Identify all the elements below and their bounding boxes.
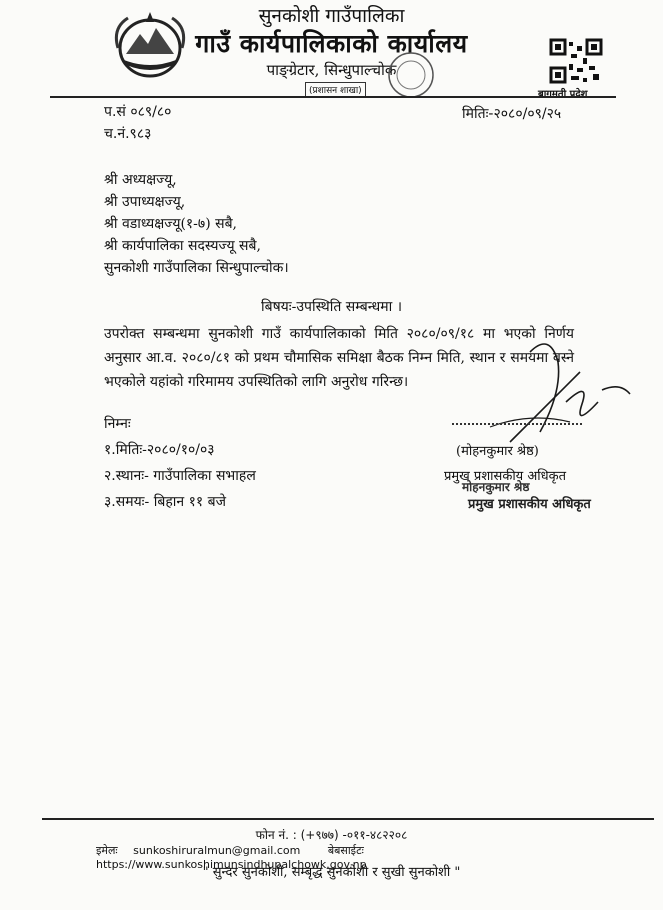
addressee-line: श्री वडाध्यक्षज्यू(१-७) सबै, — [104, 216, 238, 232]
footer-phone: फोन नं. : (+९७७) -०११-४८२२०८ — [255, 828, 408, 842]
letter-subject: बिषयः-उपस्थिति सम्बन्धमा । — [260, 299, 403, 315]
stamp-name: मोहनकुमार श्रेष्ठ — [462, 480, 530, 494]
addressee-line: श्री कार्यपालिका सदस्यज्यू सबै, — [104, 238, 261, 254]
list-item: ३.समयः- बिहान ११ बजे — [104, 494, 226, 510]
email-label: इमेलः — [96, 844, 118, 857]
list-heading: निम्नः — [104, 416, 131, 432]
office-address: पाङ्ग्रेटार, सिन्धुपाल्चोक — [266, 61, 397, 79]
signatory-title: प्रमुख प्रशासकीय अधिकृत — [444, 469, 567, 484]
list-item: २.स्थानः- गाउँपालिका सभाहल — [104, 468, 256, 484]
department-badge: (प्रशासन शाखा) — [305, 82, 366, 97]
website-label: बेबसाईटः — [327, 844, 364, 857]
addressee-line: श्री अध्यक्षज्यू, — [104, 172, 177, 188]
stamp-title: प्रमुख प्रशासकीय अधिकृत — [468, 497, 591, 512]
footer-divider — [42, 818, 654, 820]
header-divider — [50, 96, 616, 98]
signatory-name: (मोहनकुमार श्रेष्ठ) — [456, 444, 539, 459]
office-seal-icon — [384, 50, 438, 100]
qr-code-icon — [549, 38, 603, 84]
letter-date: मितिः-२०८०/०९/२५ — [462, 106, 562, 122]
letter-body: उपरोक्त सम्बन्धमा सुनकोशी गाउँ कार्यपालिकाको मिति २०८०/०९/१८ मा भएको निर्णय अनुसार आ.व. २०८०/८१ को प्रथम चौमासिक समिक्षा बैठक निम्न मिति, स्थान र समयमा बस्ने भएकोले यहांको गरिमामय उपस्थितिको लागि अनुरोध गरिन्छ। — [104, 326, 574, 390]
addressee-line: सुनकोशी गाउँपालिका सिन्धुपाल्चोक। — [104, 260, 289, 276]
signature-line — [452, 423, 582, 425]
office-name: गाउँ कार्यपालिकाको कार्यालय — [195, 29, 468, 58]
footer-slogan: " सुन्दर सुनकोशी, सम्बृद्ध सुनकोशी र सुखी सुनकोशी " — [202, 865, 461, 880]
website-link[interactable]: https://www.sunkoshimunsindhupalchowk.gov.np — [96, 858, 367, 871]
list-item: १.मितिः-२०८०/१०/०३ — [104, 442, 215, 458]
province-label: बागमती प्रदेश — [538, 89, 588, 100]
addressee-line: श्री उपाध्यक्षज्यू, — [104, 194, 186, 210]
patra-sankhya: प.सं ०८९/८० — [104, 104, 172, 120]
municipality-name: सुनकोशी गाउँपालिका — [258, 5, 405, 27]
chalani-number: च.नं.९८३ — [104, 126, 152, 142]
email-link[interactable]: sunkoshiruralmun@gmail.com — [133, 844, 301, 857]
handwritten-signature-icon — [470, 332, 640, 452]
